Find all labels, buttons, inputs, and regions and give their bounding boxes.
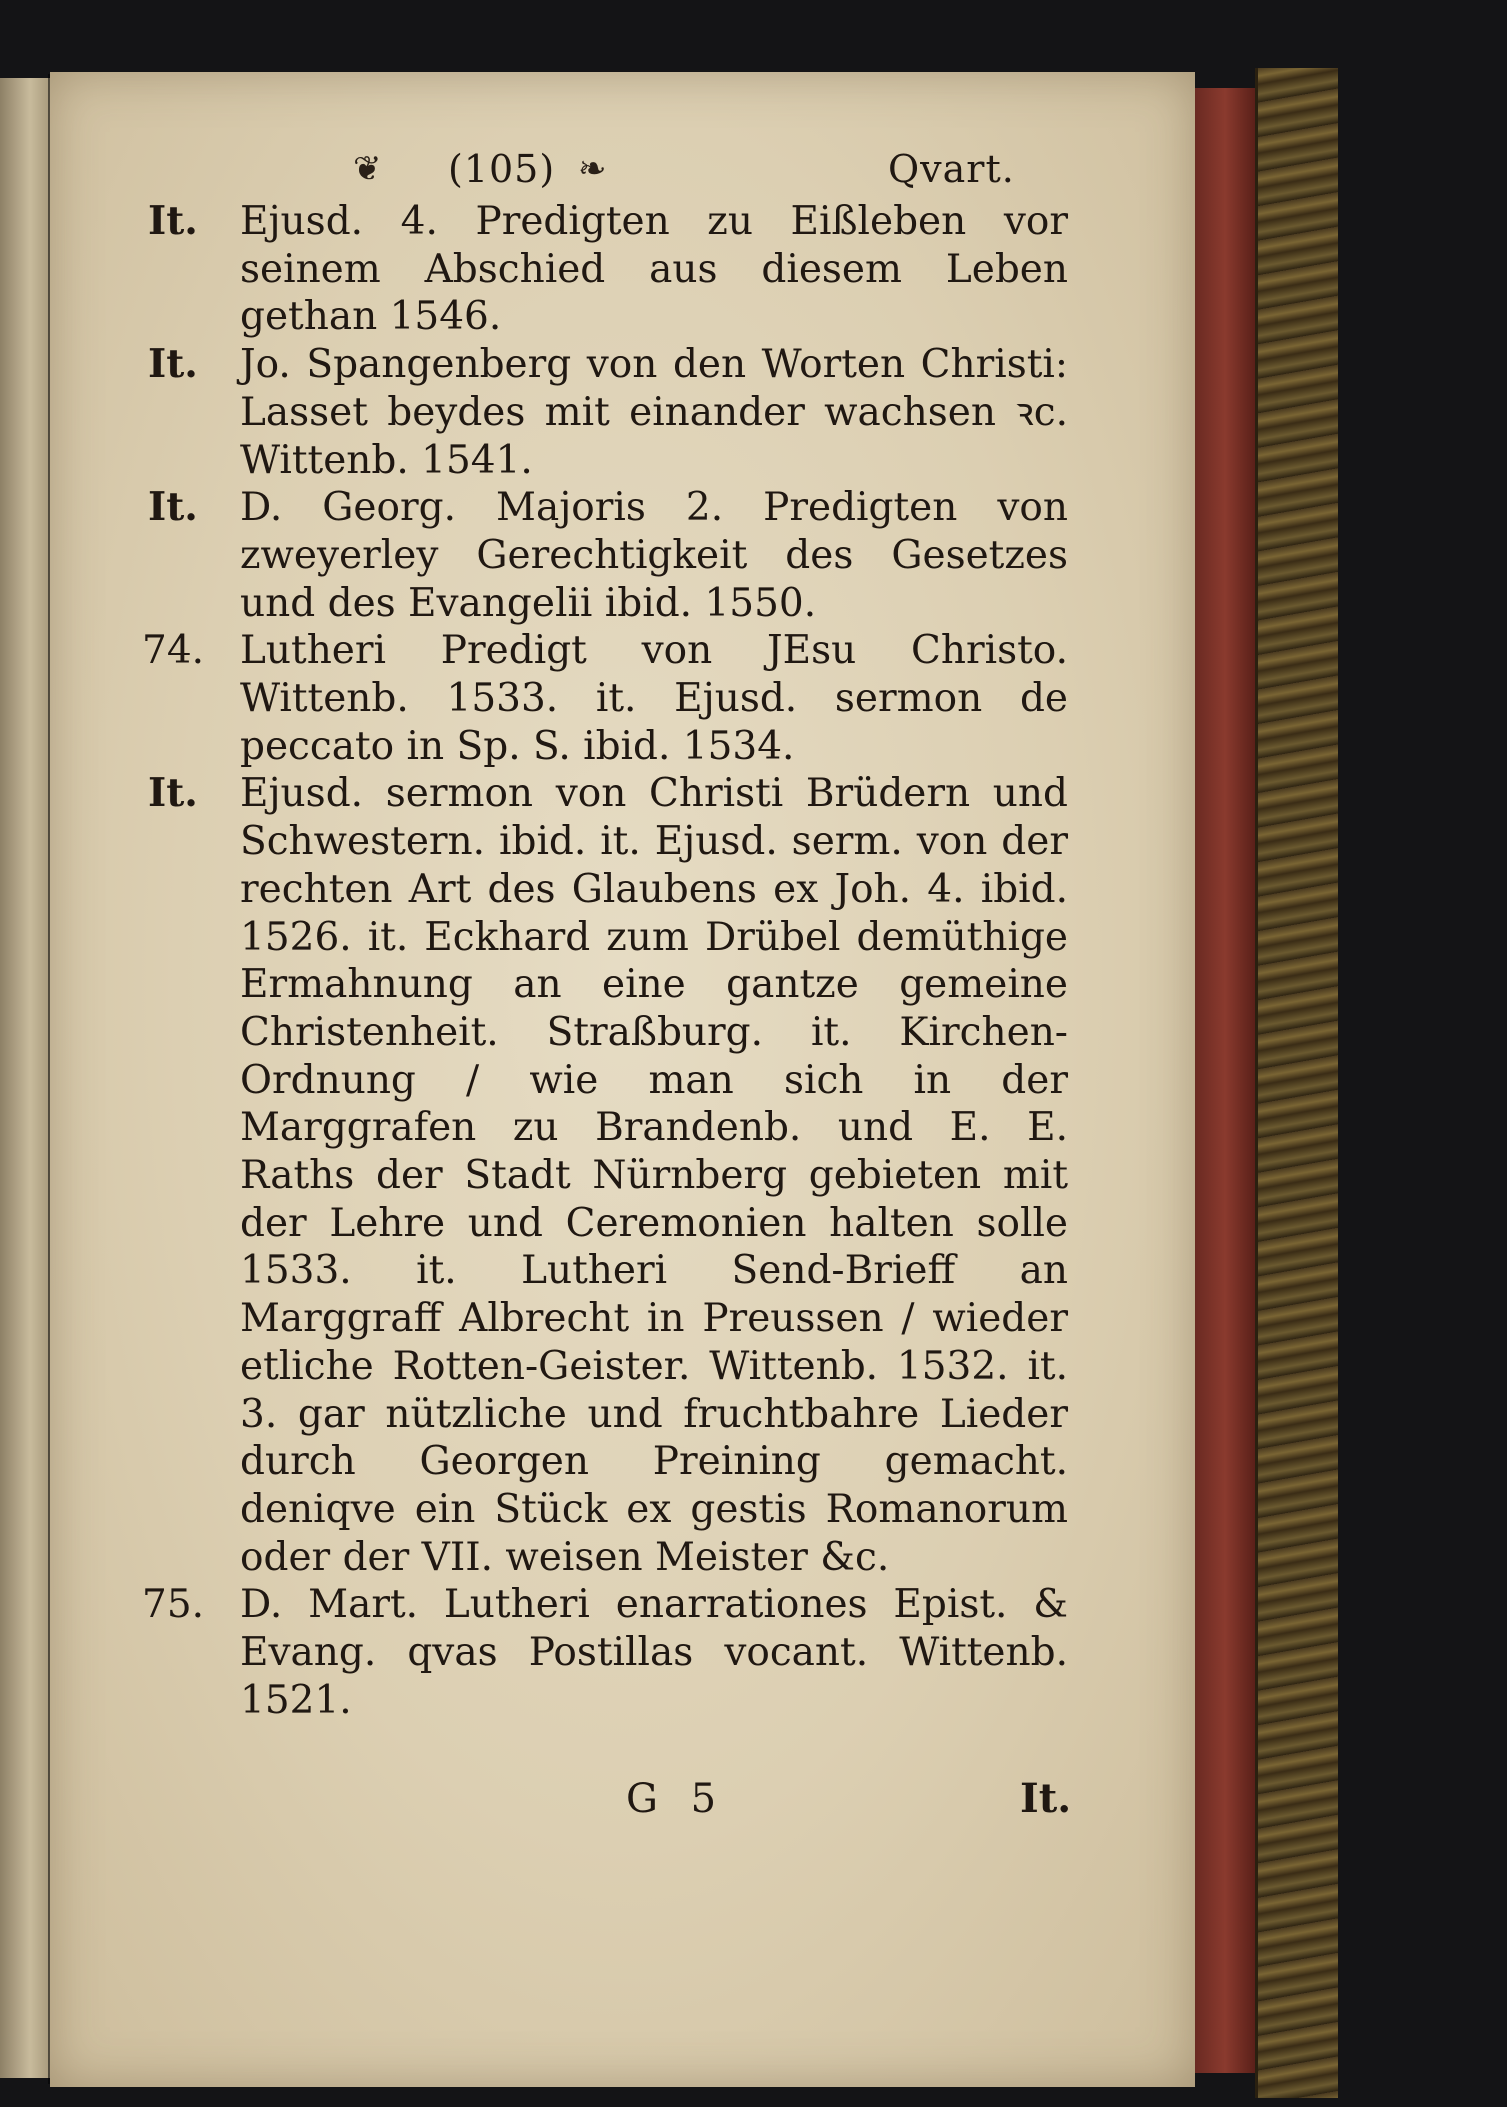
page-footer	[148, 1769, 1072, 1829]
catalog-entry	[148, 341, 1068, 484]
entry-text: Ejusd. 4. Predigten zu Eißleben vor seinem Abschied aus diesem Leben gethan 1546.	[240, 199, 1068, 340]
catalog-entry	[142, 1581, 1068, 1724]
entry-lead: It.	[148, 770, 198, 817]
entry-number: 74.	[142, 628, 205, 674]
facing-page-edge	[0, 78, 52, 2078]
entry-lead: It.	[148, 198, 198, 244]
ornament-left-icon: ❦	[353, 149, 382, 189]
entry-lead: It.	[148, 484, 198, 531]
catalog-entry	[148, 484, 1068, 627]
catchword: It.	[1020, 1774, 1072, 1822]
entry-text: D. Mart. Lutheri enarrationes Epist. & Evang. qvas Postillas vocant. Wittenb. 1521.	[240, 1582, 1068, 1723]
section-label: Qvart.	[888, 147, 1015, 191]
red-page-edges	[1195, 88, 1255, 2073]
entry-lead: It.	[148, 341, 198, 388]
catalog-entry	[142, 627, 1068, 770]
catalog-entry	[148, 198, 1068, 341]
entry-text: Jo. Spangenberg von den Worten Christi: Lasset beydes mit einander wachsen ꝛc. Wittenb. 1541.	[240, 342, 1068, 483]
page-text-block	[142, 140, 1072, 1829]
ornament-right-icon: ❧	[578, 149, 607, 189]
entry-text: Ejusd. sermon von Christi Brüdern und Schwestern. ibid. it. Ejusd. serm. von der rechten Art des Glaubens ex Joh. 4. ibid. 1526. it. Eckhard zum Drübel demüthige Ermahnung an eine gantze gemeine Christenheit. Straßburg. it. Kirchen-Ordnung / wie man sich in der Marggrafen zu Brandenb. und E. E. Raths der Stadt Nürnberg gebieten mit der Lehre und Ceremonien halten solle 1533. it. Lutheri Send-Brieff an Marggraff Albrecht in Preussen / wieder etliche Rotten-Geister. Wittenb. 1532. it. 3. gar nützliche und fruchtbahre Lieder durch Georgen Preining gemacht. deniqve ein Stück ex gestis Romanorum oder der VII. weisen Meister &c.	[240, 771, 1068, 1580]
entry-text: D. Georg. Majoris 2. Predigten von zweyerley Gerechtigkeit des Gesetzes und des Evangelii ibid. 1550.	[240, 485, 1068, 626]
page-number: (105)	[448, 147, 556, 191]
entry-number: 75.	[142, 1582, 205, 1628]
entry-text: Lutheri Predigt von JEsu Christo. Wittenb. 1533. it. Ejusd. sermon de peccato in Sp. S. ibid. 1534.	[240, 628, 1068, 769]
running-header	[148, 140, 1068, 198]
marbled-cover	[1255, 68, 1338, 2098]
catalog-entry	[148, 770, 1068, 1581]
signature-mark: G 5	[626, 1775, 727, 1822]
